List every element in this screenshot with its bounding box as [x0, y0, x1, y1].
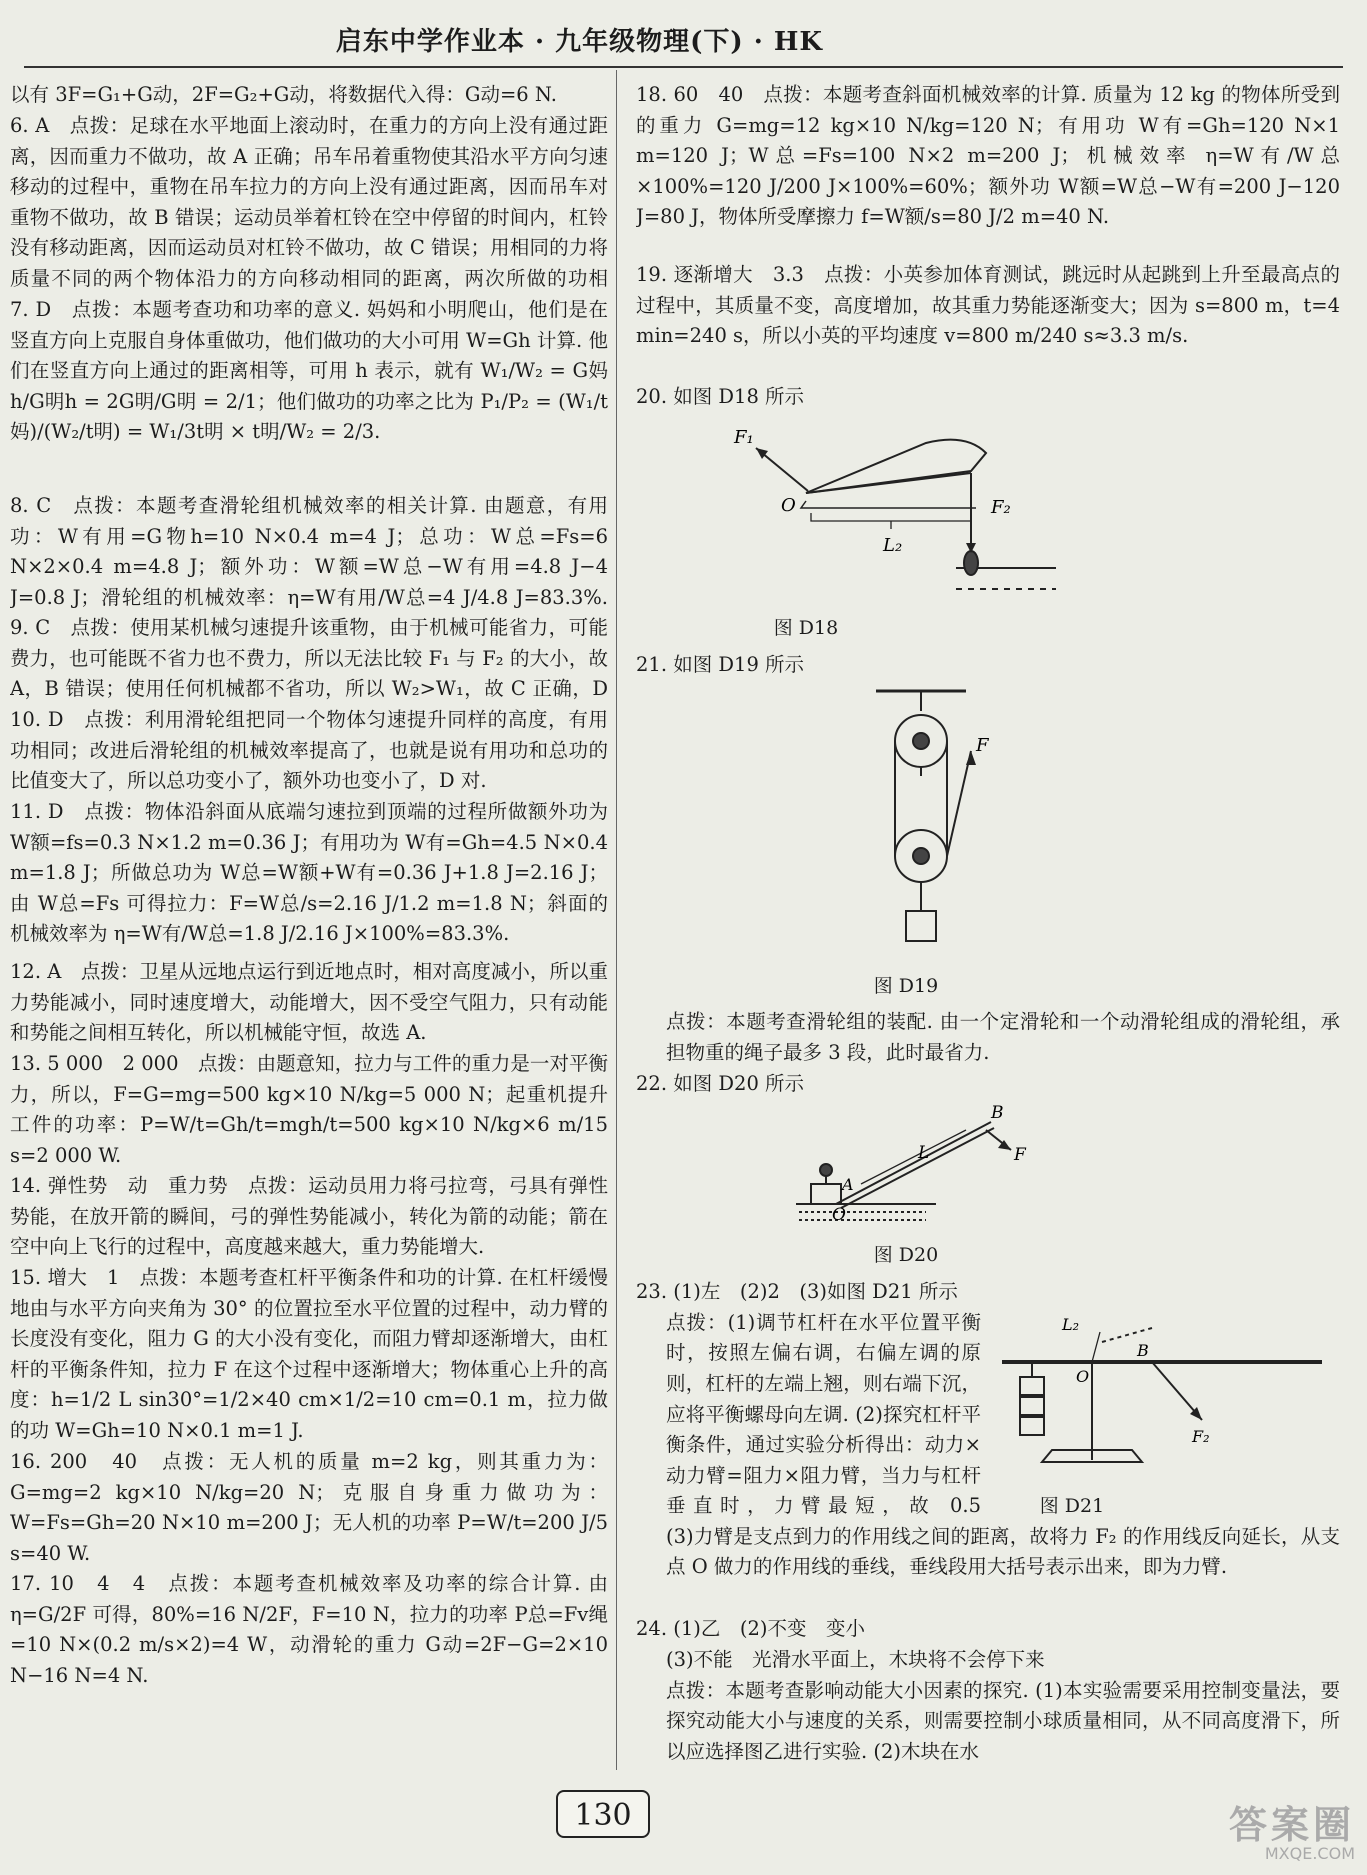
answer-8: 8. C 点拨：本题考查滑轮组机械效率的相关计算. 由题意，有用功：W有用=G物h=10 N×0.4 m=4 J；总功：W总=Fs=6 N×2×0.4 m=4.8 J；额外功：W额=W总−W有用=4.8 J−4 J=0.8 J；滑轮组的机械效率：η=W有用/W总=4 J/4.8 J=83.3%. [10, 494, 608, 609]
answer-24: 24. (1)乙 (2)不变 变小 [636, 1616, 865, 1640]
figure-d18 [636, 413, 1340, 644]
fig21-label-f2: F₂ [1192, 1426, 1210, 1446]
answer-14: 14. 弹性势 动 重力势 点拨：运动员用力将弓拉弯，弓具有弹性势能，在放开箭的瞬间，弓的弹性势能减小，转化为箭的动能；箭在空中向上飞行的过程中，高度越来越大，重力势能增大. [10, 1174, 608, 1259]
fig20-label-l: L [918, 1143, 930, 1164]
watermark-logo-text: 答案圈 [1228, 1803, 1355, 1847]
answer-23-note: 点拨：(1)调节杠杆在水平位置平衡时，按照左偏右调，右偏左调的原则，杠杆的左端上翘，则右端下沉，应将平衡螺母向左调. (2)探究杠杆平衡条件，通过实验分析得出：动力×动力臂=阻力×阻力臂，当力与杠杆垂直时，力臂最短，故 0.5 [666, 1310, 981, 1518]
answer-21: 21. 如图 D19 所示 [636, 652, 805, 676]
answer-10: 10. D 点拨：利用滑轮组把同一个物体匀速提升同样的高度，有用功相同；改进后滑轮组的机械效率提高了，也就是说有用功和总功的比值变大了，所以总功变小了，额外功也变小了，D 对. [10, 708, 608, 793]
watermark-url: MXQE.COM [1264, 1844, 1355, 1863]
fig19-caption: 图 D19 [873, 974, 939, 997]
fig21-label-o: O [1076, 1366, 1090, 1386]
answer-23: 23. (1)左 (2)2 (3)如图 D21 所示 [636, 1279, 958, 1303]
fig20-label-o: O [832, 1205, 846, 1226]
fig20-label-b: B [991, 1103, 1004, 1124]
fig21-caption: 图 D21 [1039, 1495, 1105, 1518]
watermark [1125, 1805, 1355, 1867]
left-column [10, 80, 608, 1691]
pulley-system-diagram [636, 681, 1336, 971]
page-header [24, 22, 1343, 68]
lever-rail-diagram [636, 1100, 1336, 1240]
figure-d20 [636, 1100, 1340, 1271]
answer-15: 15. 增大 1 点拨：本题考查杠杆平衡条件和功的计算. 在杠杆缓慢地由与水平方向夹角为 30° 的位置拉至水平位置的过程中，动力臂的长度没有变化，阻力 G 的大小没有变化，而阻力臂却逐渐增大，由杠杆的平衡条件知，拉力 F 在这个过程中逐渐增大；物体重心上升的高度：h=1/2 L sin30°=1/2×40 cm×1/2=10 cm=0.1 m，拉力做的功 W=Gh=10 N×0.1 m=1 J. [10, 1266, 608, 1442]
fig21-label-l2: L₂ [1062, 1314, 1080, 1334]
answer-20: 20. 如图 D18 所示 [636, 385, 805, 408]
fig18-label-f1: F₁ [734, 427, 754, 448]
column-divider [616, 70, 617, 1770]
fig21-label-b: B [1137, 1340, 1149, 1360]
answer-16: 16. 200 40 点拨：无人机的质量 m=2 kg，则其重力为：G=mg=2 kg×10 N/kg=20 N；克服自身重力做功为：W=Fs=Gh=20 N×10 m=200 J；无人机的功率 P=W/t=200 J/5 s=40 W. [10, 1450, 608, 1565]
answer-11: 11. D 点拨：物体沿斜面从底端匀速拉到顶端的过程所做额外功为 W额=fs=0.3 N×1.2 m=0.36 J；有用功为 W有=Gh=4.5 N×0.4 m=1.8 J；所做总功为 W总=W额+W有=0.36 J+1.8 J=2.16 J；由 W总=Fs 可得拉力：F=W总/s=2.16 J/1.2 m=1.8 N；斜面的机械效率为 η=W有/W总=1.8 J/2.16 J×100%=83.3%. [10, 800, 608, 946]
right-column [636, 80, 1340, 1768]
answer-13: 13. 5 000 2 000 点拨：由题意知，拉力与工件的重力是一对平衡力，所以，F=G=mg=500 kg×10 N/kg=5 000 N；起重机提升工件的功率：P=W/t=Gh/t=mgh/t=500 kg×10 N/kg×6 m/15 s=2 000 W. [10, 1052, 608, 1167]
answer-21-note: 点拨：本题考查滑轮组的装配. 由一个定滑轮和一个动滑轮组成的滑轮组，承担物重的绳子最多 3 段，此时最省力. [666, 1010, 1340, 1064]
answer-17: 17. 10 4 4 点拨：本题考查机械效率及功率的综合计算. 由 η=G/2F 可得，80%=16 N/2F，F=10 N，拉力的功率 P总=Fv绳=10 N×(0.2 m/s×2)=4 W，动滑轮的重力 G动=2F−G=2×10 N−16 N=4 N. [10, 1572, 608, 1687]
fig18-label-f2: F₂ [991, 497, 1011, 518]
answer-23-note2: (3)力臂是支点到力的作用线之间的距离，故将力 F₂ 的作用线反向延长，从支点 O 做力的作用线的垂线，垂线段用大括号表示出来，即为力臂. [666, 1524, 1340, 1579]
answer-23-block [636, 1308, 1340, 1522]
lever-balance-diagram [992, 1312, 1332, 1482]
answer-19: 19. 逐渐增大 3.3 点拨：小英参加体育测试，跳远时从起跳到上升至最高点的过程中，其质量不变，高度增加，故其重力势能逐渐变大；因为 s=800 m，t=4 min=240 s，所以小英的平均速度 v=800 m/240 s≈3.3 m/s. [636, 263, 1340, 348]
fig20-label-f: F [1014, 1145, 1026, 1166]
answer-18: 18. 60 40 点拨：本题考查斜面机械效率的计算. 质量为 12 kg 的物体所受到的重力 G=mg=12 kg×10 N/kg=120 N；有用功 W有=Gh=120 N×1 m=120 J；W总=Fs=100 N×2 m=200 J；机械效率 η=W有/W总×100%=120 J/200 J×100%=60%；额外功 W额=W总−W有=200 J−120 J=80 J，物体所受摩擦力 f=W额/s=80 J/2 m=40 N. [636, 83, 1340, 229]
answer-24-part3: (3)不能 光滑水平面上，木块将不会停下来 [666, 1647, 1045, 1671]
answer-7: 7. D 点拨：本题考查功和功率的意义. 妈妈和小明爬山，他们是在竖直方向上克服自身体重做功，他们做功的大小可用 W=Gh 计算. 他们在竖直方向上通过的距离相等，可用 h 表示，就有 W₁/W₂ = G妈h/G明h = 2G明/G明 = 2/1；他们做功的功率之比为 P₁/P₂ = (W₁/t妈)/(W₂/t明) = W₁/3t明 × t明/W₂ = 2/3. [10, 298, 608, 444]
page-number: 130 [556, 1790, 650, 1838]
lever-fishing-diagram [636, 413, 1336, 613]
fig18-label-o: O [781, 495, 796, 516]
answer-9: 9. C 点拨：使用某机械匀速提升该重物，由于机械可能省力，可能费力，也可能既不省力也不费力，所以无法比较 F₁ 与 F₂ 的大小，故 A，B 错误；使用任何机械都不省功，所以 W₂>W₁，故 C 正确，D [10, 616, 608, 701]
fig18-caption: 图 D18 [773, 617, 839, 639]
fig20-caption: 图 D20 [873, 1244, 939, 1267]
answer-6: 6. A 点拨：足球在水平地面上滚动时，在重力的方向上没有通过距离，因而重力不做功，故 A 正确；吊车吊着重物使其沿水平方向匀速移动的过程中，重物在吊车拉力的方向上没有通过距离，因而吊车对重物不做功，故 B 错误；运动员举着杠铃在空中停留的时间内，杠铃没有移动距离，因而运动员对杠铃不做功，故 C 错误；用相同的力将质量不同的两个物体沿力的方向移动相同的距离，两次所做的功相 [10, 114, 608, 290]
answer-24-note: 点拨：本题考查影响动能大小因素的探究. (1)本实验需要采用控制变量法，要探究动能大小与速度的关系，则需要控制小球质量相同，从不同高度滑下，所以应选择图乙进行实验. (2)木块在水 [666, 1678, 1340, 1763]
fig19-label-f: F [976, 734, 989, 756]
figure-d19 [636, 681, 1340, 1002]
answer-12: 12. A 点拨：卫星从远地点运行到近地点时，相对高度减小，所以重力势能减小，同时速度增大，动能增大，因不受空气阻力，只有动能和势能之间相互转化，所以机械能守恒，故选 A. [10, 960, 608, 1045]
fig20-label-a: A [842, 1175, 854, 1195]
header-title: 启东中学作业本 · 九年级物理(下) · HK [335, 27, 823, 57]
fig18-label-l2: L₂ [883, 535, 903, 556]
answer-5-cont: 以有 3F=G₁+G动，2F=G₂+G动，将数据代入得：G动=6 N. [10, 83, 557, 106]
answer-22: 22. 如图 D20 所示 [636, 1072, 805, 1096]
figure-d21 [992, 1312, 1332, 1522]
